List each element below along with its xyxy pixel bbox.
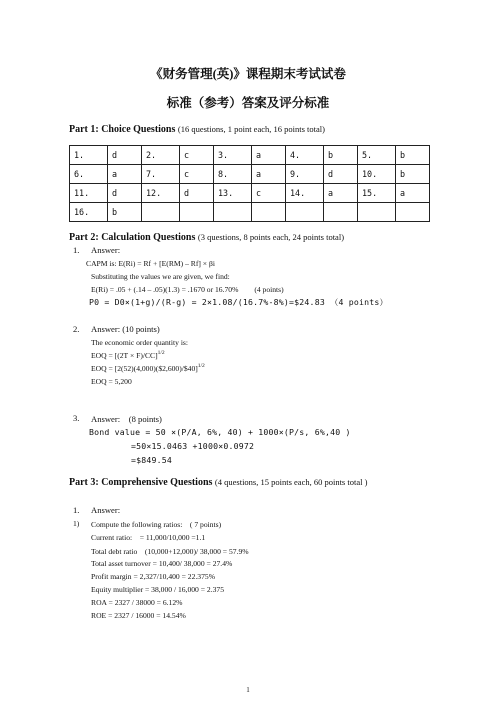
page-subtitle: 标准（参考）答案及评分标准: [166, 96, 330, 110]
answer-cell: a: [396, 184, 430, 203]
q1-capm-prefix: CAPM is:: [86, 259, 117, 268]
answer-table: [69, 145, 430, 222]
q2-label: 2.: [73, 324, 80, 334]
answer-cell: b: [396, 165, 430, 184]
ratio-roe: ROE = 2327 / 16000 = 14.54%: [91, 611, 186, 620]
answer-cell: a: [252, 146, 286, 165]
question-number-cell: 6.: [70, 165, 108, 184]
part3-answer: Answer:: [91, 505, 121, 515]
answer-cell: [180, 203, 214, 222]
question-number-cell: 13.: [214, 184, 252, 203]
page-number: 1: [246, 686, 250, 694]
question-number-cell: 15.: [358, 184, 396, 203]
question-number-cell: 16.: [70, 203, 108, 222]
table-row: [70, 146, 430, 165]
question-number-cell: 1.: [70, 146, 108, 165]
answer-cell: c: [252, 184, 286, 203]
part3-note: (4 questions, 15 points each, 60 points total ): [214, 477, 368, 487]
part1-note: (16 questions, 1 point each, 16 points total): [177, 124, 325, 134]
answer-cell: a: [252, 165, 286, 184]
part2-heading: [69, 232, 344, 243]
question-number-cell: 7.: [142, 165, 180, 184]
q2-line3-exponent: 1/2: [197, 363, 205, 369]
page-title: 《财务管理(英)》课程期末考试试卷: [150, 67, 346, 81]
answer-cell: [252, 203, 286, 222]
answer-cell: b: [324, 146, 358, 165]
q3-label: 3.: [73, 413, 80, 423]
question-number-cell: 11.: [70, 184, 108, 203]
answer-cell: d: [108, 146, 142, 165]
ratio-roa: ROA = 2327 / 38000 = 6.12%: [91, 598, 183, 607]
question-number-cell: 8.: [214, 165, 252, 184]
part3-label: 1.: [73, 505, 80, 515]
answer-cell: c: [180, 165, 214, 184]
part2-heading-text: Part 2: Calculation Questions: [69, 232, 196, 243]
q2-answer: Answer: (10 points): [91, 324, 160, 334]
question-number-cell: 5.: [358, 146, 396, 165]
q2-line1: The economic order quantity is:: [91, 338, 189, 347]
question-number-cell: 14.: [286, 184, 324, 203]
question-number-cell: 10.: [358, 165, 396, 184]
answer-cell: c: [180, 146, 214, 165]
ratio-asset-turnover: Total asset turnover = 10,400/ 38,000 = 27.4%: [91, 559, 233, 568]
question-number-cell: 4.: [286, 146, 324, 165]
answer-cell: b: [396, 146, 430, 165]
part3-heading-text: Part 3: Comprehensive Questions: [69, 477, 213, 488]
part3-sub-label: 1): [73, 519, 80, 528]
answer-cell: a: [324, 184, 358, 203]
q1-substituting: Substituting the values we are given, we find:: [91, 272, 230, 281]
q3-answer: Answer: (8 points): [91, 414, 162, 424]
answer-cell: b: [108, 203, 142, 222]
q1-calc: [91, 285, 284, 294]
q3-line2: =50×15.0463 +1000×0.0972: [131, 441, 255, 451]
answer-cell: d: [324, 165, 358, 184]
q1-answer: Answer:: [91, 245, 121, 255]
ratio-equity-multiplier: Equity multiplier = 38,000 / 16,000 = 2.375: [91, 585, 225, 594]
answer-cell: [324, 203, 358, 222]
q3-line3: =$849.54: [131, 455, 173, 465]
q3-line1: Bond value = 50 ×(P/A, 6%, 40) + 1000×(P/s, 6%,40 ): [89, 427, 351, 437]
ratio-profit-margin: Profit margin = 2,327/10,400 = 22.375%: [91, 572, 216, 581]
q2-line4: EOQ = 5,200: [91, 377, 132, 386]
q2-line2-exponent: 1/2: [157, 350, 165, 356]
table-row: [70, 203, 430, 222]
part3-heading: [69, 477, 367, 488]
part1-heading: [69, 124, 325, 135]
q1-calc-points: (4 points): [254, 285, 284, 294]
answer-cell: d: [108, 184, 142, 203]
ratio-total-debt: Total debt ratio (10,000+12,000)/ 38,000 = 57.9%: [91, 547, 249, 556]
q1-capm-formula: E(Ri) = Rf + [E(RM) – Rf] × βi: [118, 259, 215, 268]
table-row: [70, 184, 430, 203]
question-number-cell: 3.: [214, 146, 252, 165]
question-number-cell: [142, 203, 180, 222]
q1-p0: P0 = D0×(1+g)/(R-g) = 2×1.08/(16.7%-8%)=$24.83 （4 points）: [89, 297, 388, 307]
answer-cell: a: [108, 165, 142, 184]
question-number-cell: [214, 203, 252, 222]
q1-label: 1.: [73, 245, 80, 255]
part3-sub-text: Compute the following ratios: ( 7 points): [91, 520, 222, 529]
ratio-current: Current ratio: = 11,000/10,000 =1.1: [91, 533, 206, 542]
q2-line2: [91, 351, 165, 360]
q2-line3-text: EOQ = [2(52)(4,000)($2,600)/$40]: [91, 364, 198, 373]
answer-cell: [396, 203, 430, 222]
question-number-cell: 9.: [286, 165, 324, 184]
answer-cell: d: [180, 184, 214, 203]
question-number-cell: 12.: [142, 184, 180, 203]
q2-line3: [91, 364, 205, 373]
q1-capm: [86, 259, 215, 268]
q2-line2-text: EOQ = [(2T × F)/CC]: [91, 351, 158, 360]
part2-note: (3 questions, 8 points each, 24 points total): [197, 232, 345, 242]
question-number-cell: 2.: [142, 146, 180, 165]
question-number-cell: [286, 203, 324, 222]
q1-calc-text: E(Ri) = .05 + (.14 – .05)(1.3) = .1670 or 16.70%: [91, 285, 239, 294]
part1-heading-text: Part 1: Choice Questions: [69, 124, 176, 135]
question-number-cell: [358, 203, 396, 222]
table-row: [70, 165, 430, 184]
